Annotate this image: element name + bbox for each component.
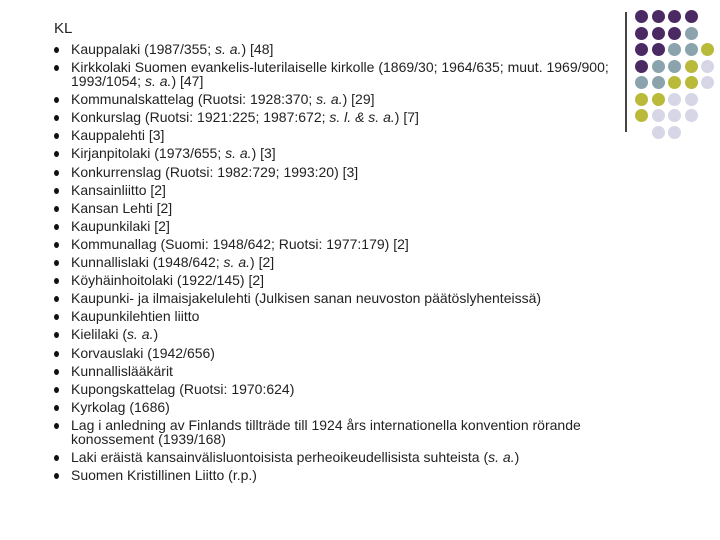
list-item <box>54 201 664 215</box>
dot-lavender <box>668 126 681 139</box>
dot-olive <box>685 76 698 89</box>
list-item-text: Kaupunkilehtien liitto <box>71 308 200 325</box>
list-item-italic-text: s. a. <box>215 41 242 57</box>
bullet-icon <box>54 405 59 411</box>
page-title: KL <box>54 20 73 37</box>
list-item-italic-text: s. a. <box>488 448 515 465</box>
list-item <box>54 219 664 233</box>
list-item-italic-text: s. a. <box>223 254 251 271</box>
bullet-icon <box>54 473 59 479</box>
list-item <box>54 291 664 305</box>
list-item-italic-text: s. l. & s. a. <box>329 109 395 126</box>
dot-lavender <box>685 93 698 106</box>
bullet-icon <box>54 170 59 176</box>
bullet-icon <box>54 260 59 266</box>
dot-lavender <box>701 60 714 73</box>
list-item <box>54 110 664 124</box>
list-item-text: Konkurrenslag (Ruotsi: 1982:729; 1993:20) [3] <box>71 163 359 180</box>
list-item-italic-text: s. a. <box>316 91 343 108</box>
list-item-text: Kansainliitto [2] <box>71 181 166 198</box>
list-item-text: ) <box>153 326 159 343</box>
dot-lavender <box>668 93 681 106</box>
list-item <box>54 400 664 414</box>
bullet-icon <box>54 151 59 157</box>
dot-olive <box>652 93 665 106</box>
list-item <box>54 60 664 88</box>
dot-lavender <box>701 76 714 89</box>
list-item-text: Kommunallag (Suomi: 1948/642; Ruotsi: 1977:179) [2] <box>71 235 409 252</box>
bullet-icon <box>54 296 59 302</box>
list-item-text: Kansan Lehti [2] <box>71 199 173 216</box>
dot-olive <box>635 93 648 106</box>
bullet-icon <box>54 97 59 103</box>
list-item-italic-text: s. a. <box>144 73 172 90</box>
bullet-icon <box>54 242 59 248</box>
dot-teal <box>685 43 698 56</box>
bullet-icon <box>54 455 59 461</box>
list-item <box>54 273 664 287</box>
bullet-icon <box>54 387 59 393</box>
dot-purple <box>635 10 648 23</box>
dot-olive <box>685 60 698 73</box>
list-item-text: Kauppalaki (1987/355; <box>71 41 215 57</box>
bullet-icon <box>54 423 59 429</box>
dot-purple <box>652 43 665 56</box>
bullet-icon <box>54 332 59 338</box>
list-item <box>54 128 664 142</box>
list-item-text: Korvauslaki (1942/656) <box>71 344 215 361</box>
list-item <box>54 327 664 341</box>
dot-lavender <box>652 109 665 122</box>
list-item <box>54 146 664 160</box>
dot-purple <box>668 27 681 40</box>
bullet-icon <box>54 314 59 320</box>
list-item-text: ) <box>514 448 520 465</box>
list-item <box>54 382 664 396</box>
list-item <box>54 183 664 197</box>
dot-olive <box>668 76 681 89</box>
dot-olive <box>701 43 714 56</box>
divider-line <box>625 12 627 132</box>
list-item <box>54 165 664 179</box>
list-item-text: Konkurslag (Ruotsi: 1921:225; 1987:672; <box>71 109 330 126</box>
list-item-text: ) [48] <box>241 41 274 57</box>
list-item <box>54 418 664 446</box>
list-item-text: Kaupunkilaki [2] <box>71 217 170 234</box>
list-item-text: Köyhäinhoitolaki (1922/145) [2] <box>71 272 265 289</box>
list-item-text: Kyrkolag (1686) <box>71 398 170 415</box>
list-item-text: ) [29] <box>342 91 375 108</box>
list-item-italic-text: s. a. <box>225 145 252 162</box>
dot-teal <box>652 76 665 89</box>
bullet-icon <box>54 224 59 230</box>
dot-teal <box>685 27 698 40</box>
list-item <box>54 309 664 323</box>
list-item-text: Lag i anledning av Finlands tillträde till 1924 års internationella konvention rörande konossement (1939/168) <box>71 416 581 447</box>
dot-olive <box>635 109 648 122</box>
list-item-text: Suomen Kristillinen Liitto (r.p.) <box>71 467 257 484</box>
bullet-icon <box>54 115 59 121</box>
list-item-text: Kirjanpitolaki (1973/655; <box>71 145 226 162</box>
dot-lavender <box>685 109 698 122</box>
dot-purple <box>652 27 665 40</box>
list-item-text: Laki eräistä kansainvälisluontoisista perheoikeudellisista suhteista ( <box>71 448 489 465</box>
list-item <box>54 92 664 106</box>
list-item-text: Kommunalskattelag (Ruotsi: 1928:370; <box>71 91 317 108</box>
bullet-icon <box>54 369 59 375</box>
bullet-icon <box>54 278 59 284</box>
bullet-icon <box>54 65 59 71</box>
bullet-icon <box>54 351 59 357</box>
list-item <box>54 364 664 378</box>
dot-lavender <box>668 109 681 122</box>
dot-teal <box>668 60 681 73</box>
list-item-text: Kaupunki- ja ilmaisjakelulehti (Julkisen sanan neuvoston päätöslyhenteissä) <box>71 290 542 307</box>
list-item <box>54 255 664 269</box>
list-item-italic-text: s. a. <box>127 326 154 343</box>
list-item-text: ) [2] <box>250 254 275 271</box>
list-item <box>54 450 664 464</box>
list-item-text: Kielilaki ( <box>71 326 128 343</box>
list-item-text: ) [7] <box>394 109 419 126</box>
list-item-text: Kirkkolaki Suomen evankelis-luterilaiselle kirkolle (1869/30; 1964/635; muut. 1969/900; 1993/1054; <box>71 59 609 90</box>
list-item <box>54 346 664 360</box>
list-item <box>54 468 664 482</box>
dot-purple <box>668 10 681 23</box>
dot-teal <box>635 76 648 89</box>
list-item-text: ) [3] <box>251 145 276 162</box>
list-item <box>54 42 664 56</box>
list-item-text: Kauppalehti [3] <box>71 127 165 144</box>
dot-purple <box>652 10 665 23</box>
dot-teal <box>668 43 681 56</box>
list-item <box>54 237 664 251</box>
bullet-icon <box>54 188 59 194</box>
dot-purple <box>635 27 648 40</box>
dot-purple <box>685 10 698 23</box>
list-item-text: ) [47] <box>171 73 204 90</box>
bullet-icon <box>54 133 59 139</box>
list-item-text: Kunnallislaki (1948/642; <box>71 254 224 271</box>
bullet-icon <box>54 206 59 212</box>
dot-teal <box>652 60 665 73</box>
dot-purple <box>635 60 648 73</box>
list-item-text: Kupongskattelag (Ruotsi: 1970:624) <box>71 380 295 397</box>
dot-lavender <box>652 126 665 139</box>
bullet-icon <box>54 47 59 53</box>
list-item-text: Kunnallislääkärit <box>71 362 173 379</box>
dot-purple <box>635 43 648 56</box>
citation-list <box>54 42 664 486</box>
